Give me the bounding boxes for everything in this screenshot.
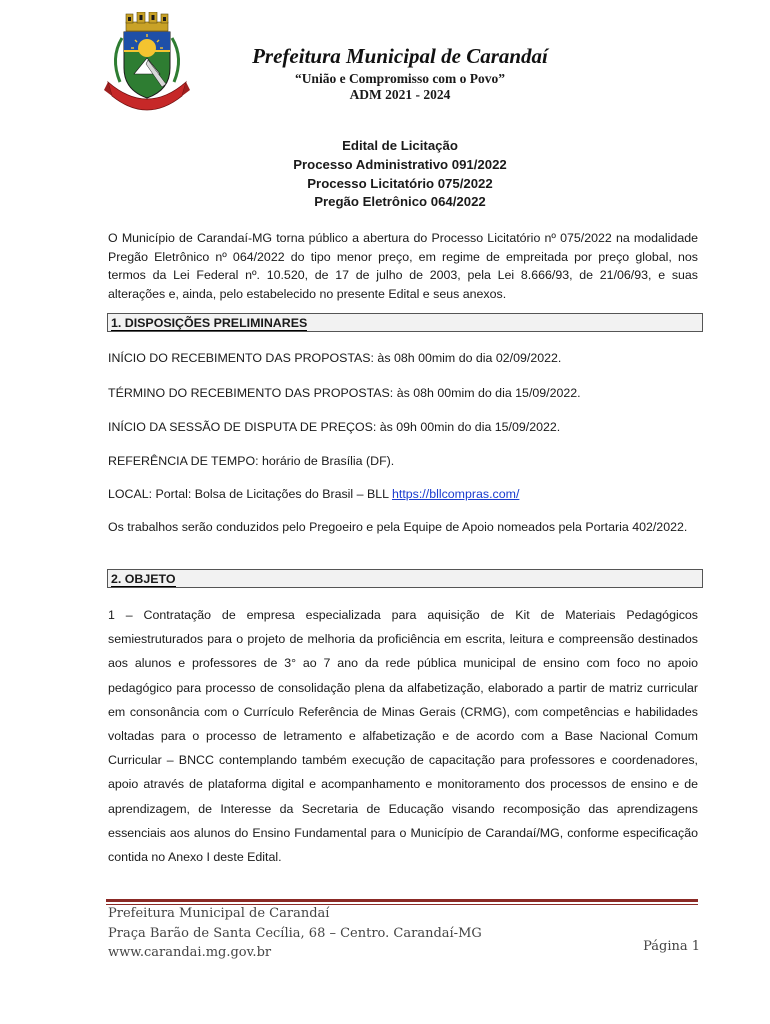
title-pregao-eletronico: Pregão Eletrônico 064/2022	[314, 194, 486, 210]
org-motto: “União e Compromisso com o Povo”	[294, 71, 506, 86]
inicio-sessao-disputa: INÍCIO DA SESSÃO DE DISPUTA DE PREÇOS: às 09h 00min do dia 15/09/2022.	[108, 420, 561, 434]
title-edital: Edital de Licitação	[342, 138, 458, 153]
intro-paragraph: O Município de Carandaí-MG torna público a abertura do Processo Licitatório nº 075/2022 na modalidade Pregão Eletrônico nº 064/2022 do tipo menor preço, em regime de empreitada por preço global, nos termos da Lei Federal nº. 10.520, de 17 de julho de 2003, pela Lei 8.666/93, de 21/06/93, e suas alterações e, ainda, pelo estabelecido no presente Edital e seus anexos.	[108, 231, 698, 301]
letterhead	[0, 0, 770, 130]
local-portal	[108, 485, 698, 504]
section-heading-disposicoes	[107, 313, 703, 332]
local-label: LOCAL: Portal: Bolsa de Licitações do Brasil – BLL	[108, 487, 392, 501]
document-titles	[0, 137, 770, 212]
section-heading-label: 2. OBJETO	[111, 572, 176, 586]
footer	[108, 904, 700, 963]
footer-rule	[106, 899, 698, 902]
objeto-paragraph: 1 – Contratação de empresa especializada para aquisição de Kit de Materiais Pedagógicos semiestruturados para o projeto de melhoria da proficiência em escrita, leitura e compreensão destinados aos alunos e professores de 3° ao 7 ano da rede pública municipal de ensino com foco no apoio pedagógico para processo de consolidação plena da alfabetização, elaborado a partir de matriz curricular em consonância com o Currículo Referência de Minas Gerais (CRMG), com competências e habilidades voltadas para o processo de letramento e alfabetização e de acordo com a Base Nacional Comum Curricular – BNCC contemplando também execução de capacitação para professores e coordenadores, apoio através de plataforma digital e acompanhamento e monitoramento dos processos de ensino e de aprendizagem, de Interesse da Secretaria de Educação visando recomposição das aprendizagens essenciais aos alunos do Ensino Fundamental para o Município de Carandaí/MG, conforme especificação contida no Anexo I deste Edital.	[108, 608, 698, 865]
section-heading-label: 1. DISPOSIÇÕES PRELIMINARES	[111, 316, 308, 330]
footer-org: Prefeitura Municipal de Carandaí	[108, 906, 330, 921]
bll-compras-link[interactable]: https://bllcompras.com/	[392, 487, 520, 501]
title-processo-administrativo: Processo Administrativo 091/2022	[293, 156, 507, 172]
inicio-recebimento: INÍCIO DO RECEBIMENTO DAS PROPOSTAS: às 08h 00mim do dia 02/09/2022.	[108, 351, 562, 365]
org-title: Prefeitura Municipal de Carandaí	[252, 44, 548, 68]
page-number: Página 1	[643, 939, 700, 954]
section-heading-objeto	[107, 569, 703, 588]
administration-period: ADM 2021 - 2024	[349, 87, 451, 102]
footer-address: Praça Barão de Santa Cecília, 68 – Centro. Carandaí-MG	[108, 925, 482, 941]
municipal-crest-icon	[104, 12, 190, 112]
referencia-tempo: REFERÊNCIA DE TEMPO: horário de Brasília (DF).	[108, 454, 395, 468]
trabalhos-paragraph: Os trabalhos serão conduzidos pelo Pregoeiro e pela Equipe de Apoio nomeados pela Portaria 402/2022.	[108, 520, 688, 534]
footer-website: www.carandai.mg.gov.br	[108, 945, 272, 960]
termino-recebimento: TÉRMINO DO RECEBIMENTO DAS PROPOSTAS: às 08h 00mim do dia 15/09/2022.	[108, 386, 581, 400]
title-processo-licitatorio: Processo Licitatório 075/2022	[307, 175, 493, 191]
